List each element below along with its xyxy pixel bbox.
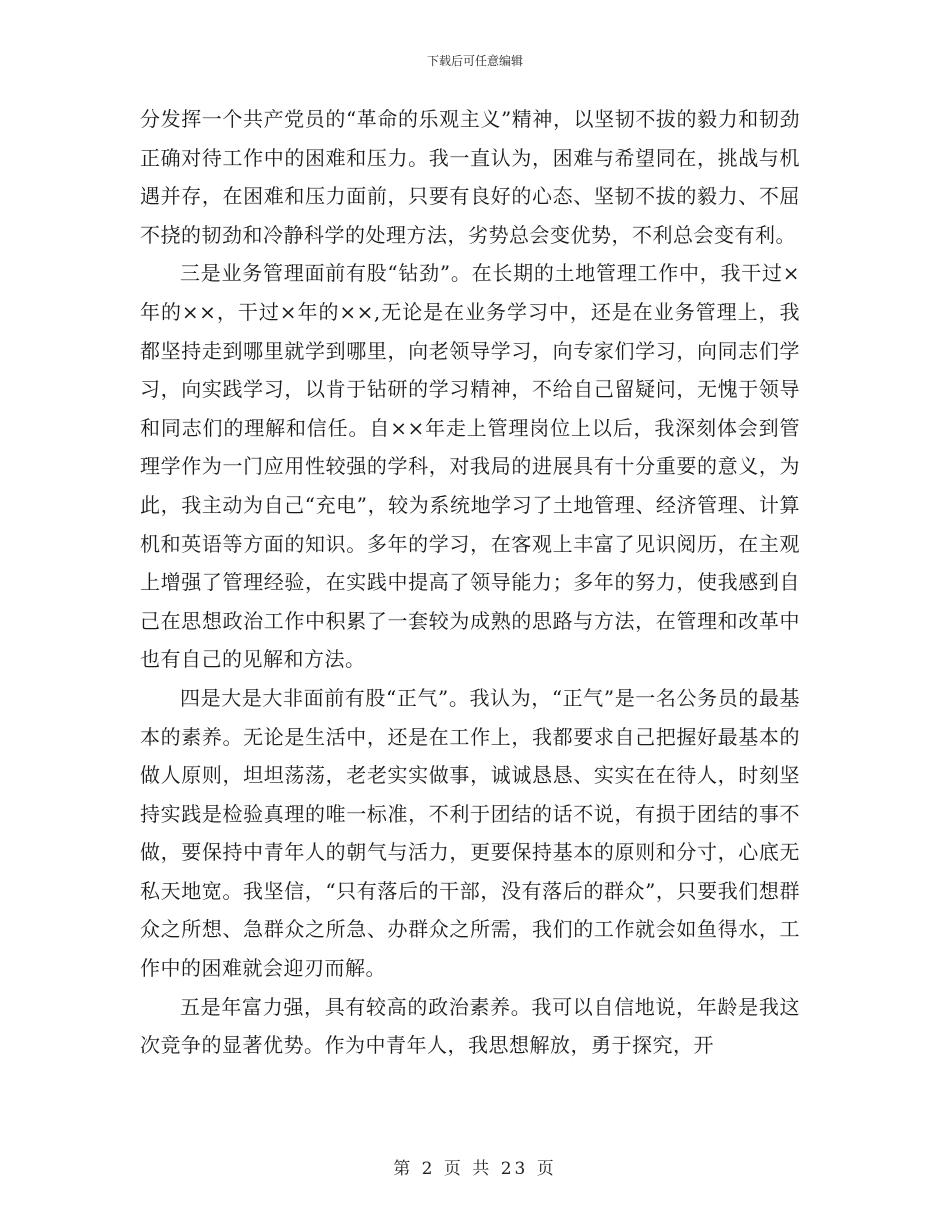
document-body xyxy=(140,100,800,1065)
paragraph-4: 五是年富力强，具有较高的政治素养。我可以自信地说，年龄是我这次竞争的显著优势。作为中青年人，我思想解放，勇于探究，开 xyxy=(140,994,800,1058)
paragraph-2: 三是业务管理面前有股“钻劲”。在长期的土地管理工作中，我干过×年的××，干过×年的××,无论是在业务学习中，还是在业务管理上，我都坚持走到哪里就学到哪里，向老领导学习，向专家们学习，向同志们学习，向实践学习，以肯于钻研的学习精神，不给自己留疑问，无愧于领导和同志们的理解和信任。自××年走上管理岗位上以后，我深刻体会到管理学作为一门应用性较强的学科，对我局的进展具有十分重要的意义，为此，我主动为自己“充电”，较为系统地学习了土地管理、经济管理、计算机和英语等方面的知识。多年的学习，在客观上丰富了见识阅历，在主观上增强了管理经验，在实践中提高了领导能力；多年的努力，使我感到自己在思想政治工作中积累了一套较为成熟的思路与方法，在管理和改革中也有自己的见解和方法。 xyxy=(140,261,800,672)
paragraph-1: 分发挥一个共产党员的“革命的乐观主义”精神，以坚韧不拔的毅力和韧劲正确对待工作中的困难和压力。我一直认为，困难与希望同在，挑战与机遇并存，在困难和压力面前，只要有良好的心态、坚韧不拔的毅力、不屈不挠的韧劲和冷静科学的处理方法，劣势总会变优势，不利总会变有利。 xyxy=(140,107,800,247)
page-footer: 第 2 页 共 23 页 xyxy=(393,1159,557,1179)
paragraph-3: 四是大是大非面前有股“正气”。我认为，“正气”是一名公务员的最基本的素养。无论是生活中，还是在工作上，我都要求自己把握好最基本的做人原则，坦坦荡荡，老老实实做事，诚诚恳恳、实实在在待人，时刻坚持实践是检验真理的唯一标准，不利于团结的话不说，有损于团结的事不做，要保持中青年人的朝气与活力，更要保持基本的原则和分寸，心底无私天地宽。我坚信，“只有落后的干部，没有落后的群众”，只要我们想群众之所想、急群众之所急、办群众之所需，我们的工作就会如鱼得水，工作中的困难就会迎刃而解。 xyxy=(140,685,800,981)
page-header: 下载后可任意编辑 xyxy=(426,54,523,68)
